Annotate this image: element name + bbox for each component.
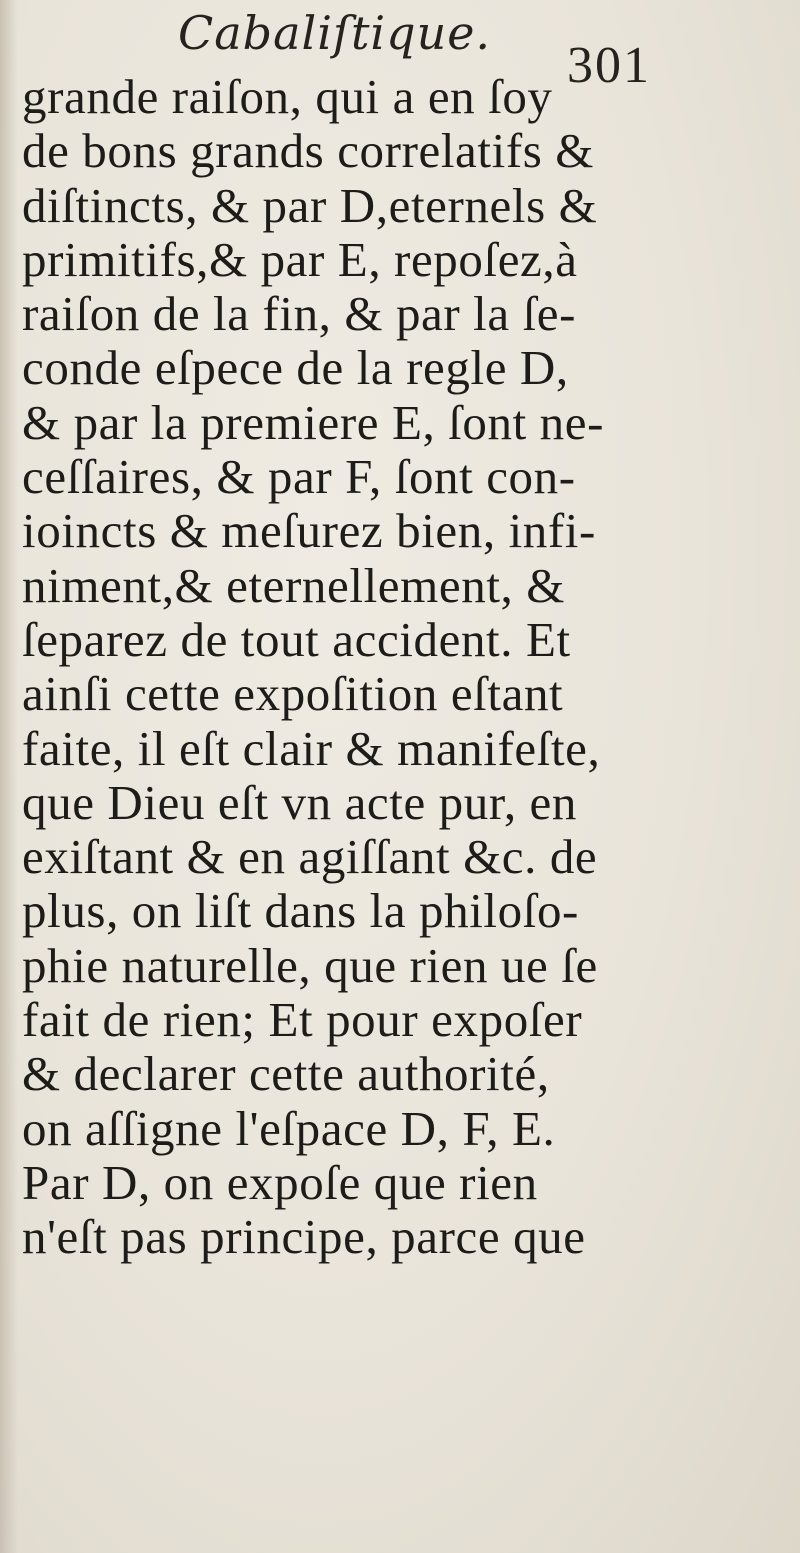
text-line: primitifs,& par E, repoſez,à bbox=[22, 231, 578, 287]
page-number: 301 bbox=[567, 37, 651, 94]
text-line: phie naturelle, que rien ue ſe bbox=[22, 937, 598, 993]
text-line: faite, il eſt clair & manifeſte, bbox=[22, 720, 601, 776]
text-line: ioincts & meſurez bien, infi- bbox=[22, 503, 596, 559]
page-gutter-shadow bbox=[0, 0, 18, 1553]
text-line: ſeparez de tout accident. Et bbox=[22, 611, 571, 667]
text-line: exiſtant & en agiſſant &c. de bbox=[22, 829, 598, 885]
text-line: Par D, on expoſe que rien bbox=[22, 1154, 538, 1210]
text-line: fait de rien; Et pour expoſer bbox=[22, 992, 583, 1048]
text-line: de bons grands correlatifs & bbox=[22, 123, 594, 179]
text-line: diſtincts, & par D,eternels & bbox=[22, 177, 598, 233]
body-text bbox=[22, 70, 662, 1265]
text-line: & par la premiere E, ſont ne- bbox=[22, 394, 605, 450]
text-line: conde eſpece de la regle D, bbox=[22, 340, 569, 396]
text-line: que Dieu eſt vn acte pur, en bbox=[22, 774, 577, 830]
text-line: ceſſaires, & par F, ſont con- bbox=[22, 449, 576, 505]
text-line: on aſſigne l'eſpace D, F, E. bbox=[22, 1100, 556, 1156]
text-line: niment,& eternellement, & bbox=[22, 557, 565, 613]
text-line: & declarer cette authorité, bbox=[22, 1046, 550, 1102]
text-line: plus, on liſt dans la philoſo- bbox=[22, 883, 579, 939]
text-line: grande raiſon, qui a en ſoy bbox=[22, 69, 553, 124]
text-line: n'eſt pas principe, parce que bbox=[22, 1209, 586, 1265]
running-head: Cabaliſtique. bbox=[178, 6, 492, 60]
text-line: ainſi cette expoſition eſtant bbox=[22, 666, 564, 722]
text-line: raiſon de la fin, & par la ſe- bbox=[22, 286, 577, 342]
